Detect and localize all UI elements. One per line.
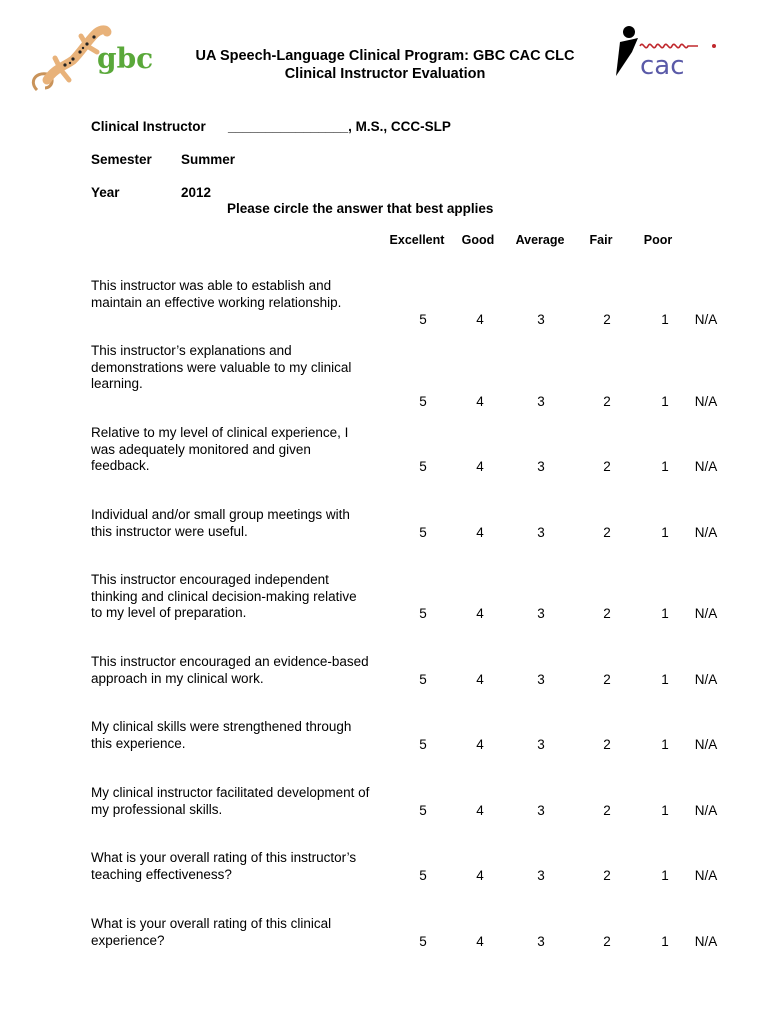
year-value: 2012	[181, 185, 212, 200]
rating-option-1[interactable]: 1	[661, 868, 669, 883]
rating-option-na[interactable]: N/A	[694, 525, 718, 540]
rating-option-4[interactable]: 4	[476, 803, 484, 818]
rating-option-4[interactable]: 4	[476, 934, 484, 949]
rating-option-na[interactable]: N/A	[694, 803, 718, 818]
rating-option-na[interactable]: N/A	[694, 737, 718, 752]
rating-option-2[interactable]: 2	[603, 737, 611, 752]
question-text: What is your overall rating of this instructor’s teaching effectiveness?	[91, 850, 357, 882]
rating-option-4[interactable]: 4	[476, 312, 484, 327]
rating-option-2[interactable]: 2	[603, 934, 611, 949]
rating-option-2[interactable]: 2	[603, 525, 611, 540]
question-text: Relative to my level of clinical experience, I was adequately monitored and given feedback.	[91, 425, 349, 473]
rating-option-1[interactable]: 1	[661, 312, 669, 327]
rating-option-1[interactable]: 1	[661, 459, 669, 474]
rating-option-3[interactable]: 3	[537, 606, 545, 621]
rating-option-3[interactable]: 3	[537, 737, 545, 752]
column-header-poor: Poor	[643, 233, 673, 247]
rating-option-3[interactable]: 3	[537, 672, 545, 687]
instructor-label: Clinical Instructor	[91, 119, 206, 134]
page-title: UA Speech-Language Clinical Program: GBC CAC CLC	[195, 48, 575, 64]
rating-option-4[interactable]: 4	[476, 737, 484, 752]
rating-option-5[interactable]: 5	[419, 394, 427, 409]
gbc-logo-text: gbc	[97, 42, 154, 75]
rating-option-4[interactable]: 4	[476, 525, 484, 540]
rating-option-4[interactable]: 4	[476, 394, 484, 409]
rating-option-2[interactable]: 2	[603, 312, 611, 327]
rating-option-na[interactable]: N/A	[694, 868, 718, 883]
question-text: My clinical skills were strengthened through this experience.	[91, 719, 352, 751]
rating-option-3[interactable]: 3	[537, 803, 545, 818]
rating-option-2[interactable]: 2	[603, 672, 611, 687]
cac-logo-text: cac	[640, 51, 685, 81]
rating-option-3[interactable]: 3	[537, 934, 545, 949]
rating-option-1[interactable]: 1	[661, 525, 669, 540]
rating-option-na[interactable]: N/A	[694, 606, 718, 621]
question-text: What is your overall rating of this clinical experience?	[91, 916, 332, 948]
rating-option-na[interactable]: N/A	[694, 459, 718, 474]
instructor-field[interactable]	[228, 119, 451, 134]
rating-option-1[interactable]: 1	[661, 394, 669, 409]
rating-option-5[interactable]: 5	[419, 525, 427, 540]
column-header-good: Good	[461, 233, 495, 247]
question-text: This instructor was able to establish and maintain an effective working relationship.	[91, 278, 342, 310]
semester-value: Summer	[181, 152, 236, 167]
rating-option-2[interactable]: 2	[603, 803, 611, 818]
instructor-blank: ________________	[228, 119, 349, 134]
question-text: My clinical instructor facilitated development of my professional skills.	[91, 785, 370, 817]
rating-option-na[interactable]: N/A	[694, 394, 718, 409]
rating-option-4[interactable]: 4	[476, 672, 484, 687]
column-header-fair: Fair	[589, 233, 613, 247]
rating-option-2[interactable]: 2	[603, 459, 611, 474]
rating-option-3[interactable]: 3	[537, 394, 545, 409]
page-subtitle: Clinical Instructor Evaluation	[284, 66, 486, 82]
column-header-excellent: Excellent	[389, 233, 445, 247]
instructions: Please circle the answer that best applies	[227, 201, 494, 216]
rating-option-5[interactable]: 5	[419, 868, 427, 883]
semester-label: Semester	[91, 152, 152, 167]
year-label: Year	[91, 185, 120, 200]
rating-option-4[interactable]: 4	[476, 606, 484, 621]
rating-option-5[interactable]: 5	[419, 803, 427, 818]
rating-option-2[interactable]: 2	[603, 868, 611, 883]
rating-option-3[interactable]: 3	[537, 868, 545, 883]
rating-option-5[interactable]: 5	[419, 459, 427, 474]
rating-option-4[interactable]: 4	[476, 459, 484, 474]
question-text: This instructor encouraged an evidence-based approach in my clinical work.	[91, 654, 369, 686]
instructor-credentials: , M.S., CCC-SLP	[348, 119, 451, 134]
rating-option-3[interactable]: 3	[537, 459, 545, 474]
rating-option-2[interactable]: 2	[603, 606, 611, 621]
rating-option-1[interactable]: 1	[661, 672, 669, 687]
rating-option-na[interactable]: N/A	[694, 312, 718, 327]
rating-option-3[interactable]: 3	[537, 525, 545, 540]
rating-option-1[interactable]: 1	[661, 934, 669, 949]
rating-option-2[interactable]: 2	[603, 394, 611, 409]
rating-option-1[interactable]: 1	[661, 737, 669, 752]
rating-option-5[interactable]: 5	[419, 672, 427, 687]
rating-option-1[interactable]: 1	[661, 803, 669, 818]
rating-option-1[interactable]: 1	[661, 606, 669, 621]
question-text: This instructor’s explanations and demonstrations were valuable to my clinical learning.	[91, 343, 352, 391]
rating-option-5[interactable]: 5	[419, 934, 427, 949]
question-text: Individual and/or small group meetings with this instructor were useful.	[91, 507, 350, 539]
rating-option-5[interactable]: 5	[419, 737, 427, 752]
rating-option-5[interactable]: 5	[419, 312, 427, 327]
rating-option-na[interactable]: N/A	[694, 934, 718, 949]
rating-option-4[interactable]: 4	[476, 868, 484, 883]
rating-option-3[interactable]: 3	[537, 312, 545, 327]
rating-option-5[interactable]: 5	[419, 606, 427, 621]
rating-option-na[interactable]: N/A	[694, 672, 718, 687]
question-text: This instructor encouraged independent thinking and clinical decision-making relative to my level of preparation.	[91, 572, 357, 620]
column-header-average: Average	[515, 233, 565, 247]
